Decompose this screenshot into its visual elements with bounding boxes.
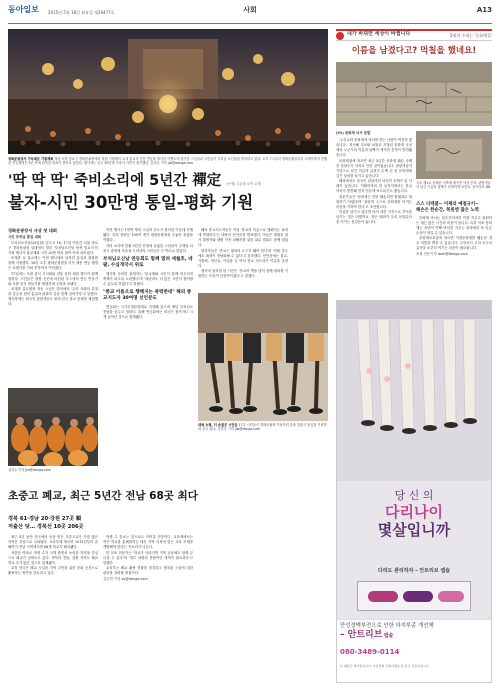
paragraph: 해외 종교지도자들은 이날 '종교의 이름으로 행해지는 폭력에 반대한다'는 내용의 선언문을 발표했다. 이들은 세월호 참사 희생자와 네팔 지진 피해자를 위한 위로 법회도 함께 열었다. <box>198 228 288 247</box>
section-title: 사회 <box>243 6 257 14</box>
paragraph: 이름을 남기고 싶다면 낙서 대신 사진으로 추억을 남기는 것은 어떨까요. 작은 배려가 우리 문화유산을 지키는 첫걸음이 됩니다. <box>336 210 412 224</box>
graffiti-photo <box>336 62 492 126</box>
right-inline-photo <box>416 131 492 179</box>
ad-footer: 본 제품은 의약품입니다. 사용상의 주의사항을 잘 읽고 사용하십시오. <box>340 664 430 668</box>
right-byline: (91) 문화재 낙서 등발 <box>336 131 371 135</box>
story-column-3 <box>198 228 288 280</box>
newspaper-logo: 동아일보 <box>8 5 39 14</box>
leg-ad[interactable] <box>336 300 492 683</box>
holding-hands-caption <box>198 423 328 432</box>
paragraph: 연등회는 국가무형문화재로 지정돼 있으며 매년 부처님오신날을 앞두고 열린다. 올해 연등회에는 외국인 참가자도 크게 늘어난 것으로 집계됐다. <box>103 304 193 319</box>
capsule-icon <box>368 591 398 602</box>
bottom-subhead-2: 저출산 탓… 경북선 10곳 206곳 <box>8 524 84 530</box>
right-inline-photo-image <box>416 131 492 179</box>
monks-photo-image <box>8 388 98 466</box>
ad-line-3: 몇살입니까 <box>377 521 451 539</box>
main-headline-1 <box>8 172 338 193</box>
page-number: A13 <box>476 6 492 14</box>
sub-block-title: 경화문광장서 사상 첫 대회 <box>8 228 57 233</box>
bottom-column-1 <box>8 535 98 577</box>
caption-body: 17일 시민들이 경화문광장 가장자리 손을 맞잡고 통일을 기원하며 걷고 있다. <box>198 423 327 432</box>
paragraph: 최근 5년 동안 전국에서 문을 닫은 초중고교가 가장 많은 지역은 전남으로 나타났다. 교육부에 따르면 2011년부터 올해까지 전남 지역에서만 68개 학교가 폐교됐다. <box>8 535 98 549</box>
right-headline: 이름을 남겼다고? 먹칠을 했네요! <box>351 46 477 56</box>
ad-product-text: 다리도 관리하자 – 안트리브 캡슐 <box>377 568 451 574</box>
ad-product-box <box>357 581 471 611</box>
festival-photo-caption <box>8 157 328 166</box>
caption-body: 국보 제1호 숭례문 석축에 새겨진 낙서 흔적. 관람객들이 남긴 이름과 날짜가 선명하게 보인다. <box>416 181 491 190</box>
paragraph: 문화재보호법에 따르면 지정문화재를 훼손한 경우 처벌을 받을 수 있습니다. 무엇보다 우리 모두의 유산을 소중히 여기는 마음이 필요합니다. <box>416 236 492 251</box>
paragraph: '우리나라 문화재에 낙서를 하는 사람이 여전히 많습니다.' 지난해 국보와 보물로 지정된 문화재 곳곳에서 누군가의 이름과 날짜가 새겨진 흔적이 발견됐습니다. <box>336 138 412 157</box>
ad-phone[interactable]: 080-3489-0114 <box>340 648 400 656</box>
monks-photo <box>8 388 98 466</box>
paragraph: 문화재 낙서는 한순간이지만 이를 지우고 복원하는 데는 많은 시간과 비용이 듭니다. 특히 석조 문화재는 표면이 약해 낙서를 지우는 과정에서 또 다른 손상이 생길 수 있습니다. <box>416 215 492 235</box>
bottom-column-2 <box>103 535 193 584</box>
paragraph: 저출산 여파로 학생 수가 크게 줄면서 농어촌 지역을 중심으로 폐교가 잇따르고 있다. 경북과 경남, 강원 지역도 폐교 학교 수가 많은 것으로 집계됐다. <box>8 550 98 565</box>
banner-icon <box>336 32 344 40</box>
leg-ad-image <box>337 301 491 481</box>
column-2-subhead: 부처님오신날 연등회도 함께 열려 세월호, 네팔, 수십개국서 위로 <box>103 256 193 268</box>
paragraph: 조계종 등 불교계는 이번 행사에서 남북한 통일과 평화를 함께 기원했다. 16일 오후 광화문광장을 가득 채운 연등 행렬은 조계사를 거쳐 종각까지 이어졌다. <box>8 256 98 270</box>
banner-title: 내가 바뀌면 세상이 바뀝니다 <box>347 31 411 37</box>
holding-hands-photo-image <box>198 293 328 421</box>
monks-photo-caption <box>8 468 98 472</box>
paragraph: 죽비 소리에 맞춰 5년간 선정에 들었던 스님들이 수행을 마치고 광장에 모습을 드러내자 시민들은 큰 박수로 맞았다. <box>103 243 193 253</box>
paragraph: 참석자들은 '종교는 평화의 도구가 돼야 한다'며 '어떤 경우에도 폭력이 정당화될 수 없다'고 강조했다. 선언문에는 불교, 가톨릭, 개신교, 이슬람 등 여러 종교 지도자가 이름을 올렸다. <box>198 248 288 268</box>
paragraph: 학생 수 감소는 앞으로도 이어질 전망이다. 교육계에서는 작은 학교를 통폐합하는 대신 지역 특성에 맞는 교육 모델을 개발해야 한다는 목소리가 나온다. <box>103 535 193 549</box>
ad-bottom-line-1: 만성정맥부전으로 인한 하지부종 개선제 <box>340 623 434 629</box>
sub-block-desc: 시민 부처님 통일 대회 <box>8 234 42 239</box>
caption-credit: 동아일보 DB <box>472 185 491 190</box>
paragraph: 한 교육 전문가는 '학교가 사라지면 지역 공동체도 함께 무너질 수 있다'며 '정부 차원의 종합적인 대책이 필요하다'고 말했다. <box>103 550 193 565</box>
story-column-2 <box>103 228 193 320</box>
capsule-icon <box>403 591 433 602</box>
story-column-1 <box>8 228 98 308</box>
paragraph: 문화재청에 따르면 최근 5년간 문화재 훼손 사례 중 상당수가 낙서로 인한 것이었습니다. 관광객들이 기념으로 남긴 이름과 글귀가 수백 년 된 문화재에 깊은 상처를 남기고 있습니다. <box>336 158 412 178</box>
ad-brand-tag: 캡슐 <box>383 633 394 639</box>
ad-line-1: 당 신 의 <box>394 489 434 502</box>
issue-date: 2015년 5월 18일 월요일 제29477호 <box>48 10 115 15</box>
ad-line-2: 다리나이 <box>385 503 443 521</box>
paragraph: 교육 당국은 폐교 시설을 지역 주민을 위한 문화 공간으로 활용하는 방안을 검토하고 있다. <box>8 566 98 575</box>
banner-sub: 5월의 주제는 '문화예절' <box>449 32 492 38</box>
right-banner <box>336 29 492 41</box>
caption-credit: 김지우 기자 jjw@donga.com <box>150 161 194 166</box>
capsule-icon <box>438 591 464 602</box>
paragraph: 행사에 참석한 한 시민은 '종교의 벽을 넘어 함께 평화를 기원하는 모습이 인상적이었다'고 말했다. <box>198 269 288 278</box>
bottom-subhead-1: 경북 61·경남 20·강원 27곳 順 <box>8 516 82 522</box>
paragraph: 교육부는 폐교 활용 현황을 점검하고 방치된 시설에 대한 관리를 강화할 방침이다. <box>103 566 193 575</box>
holding-hands-photo <box>198 293 328 421</box>
caption-credit: 김지우 기자 jjw@donga.com <box>217 427 261 432</box>
masthead <box>8 6 492 24</box>
headline-text-1: '딱 딱 딱' 죽비소리에 5년간 禪定 <box>8 173 222 189</box>
main-headline-2: 불자-시민 30만명 통일-평화 기원 <box>8 193 254 212</box>
paragraph: 부처님오신날(25일)을 앞두고 16, 17일 이틀간 서울 종로구 경화문광장 일대에서 열린 '부처님오신날 봉축 법요식'의 기원 행사가 불교계와 시민 30만 명의 참여 속에 치러졌다. <box>8 240 98 255</box>
festival-photo <box>8 29 328 154</box>
sidebar-sub: 해손은 한순간, 복원엔 많은 노력 <box>416 207 479 213</box>
caption-body: 석탄 서울 종로구 경화문광장에서 열린 기원제의 초대 불교의 전통 연등을 장식한 이벤트에 참가한 스님들과 시민들이 부처님 오신날을 축하하고 있다. 오후 7시부터 경화문광장부터 조계사까지 진행된 연등행렬은 5년 만에 남북한 대표자 참여로 열렸다. 행사에는 신도 30만명 이상의 시민이 참가했다. <box>8 157 328 166</box>
sidebar-credit: 조철 전문기자 itom@donga.com <box>416 251 468 256</box>
caption-title: 경화문광장서 가득채운 기원제회 <box>8 157 54 161</box>
bottom-credit: 김수연 기자 sy@donga.com <box>103 577 148 581</box>
festival-photo-image <box>8 29 328 154</box>
caption-credit: 김지우 기자 jjw@donga.com <box>8 468 51 472</box>
paragraph: 이번 행사는 1만여 명의 스님과 신도가 참석한 가운데 진행됐다. 특히 장엄등 100여 개가 광화문광장을 수놓아 장관을 이뤘다. <box>103 228 193 242</box>
caption-title: 대북 소형, 더 손잡은 시민들 <box>198 423 238 427</box>
paragraph: 전문가들은 '문화재는 한번 훼손되면 원래대로 복원하기 어렵다'며 '관람객 스스로 문화재를 아끼는 마음을 가져야 한다'고 조언합니다. <box>336 194 412 209</box>
paragraph: 행사를 준비한 관계자는 '불교계와 시민이 함께 어우러진 축제가 되도록 노력했다'며 '내년에도 더 많은 시민이 참여할 수 있도록 하겠다'고 밝혔다. <box>103 271 193 286</box>
ad-brand-name: – 안트리브 <box>340 630 383 640</box>
sidebar-title: 스스 디테쿨~ 이제라 예절규키~ <box>416 202 479 207</box>
paragraph: 해외에서도 한국인 관광객의 낙서가 문제가 된 사례가 있습니다. 이탈리아의 한 유적지에서는 한글 낙서가 발견돼 현지 언론에 보도되기도 했습니다. <box>336 179 412 193</box>
ad-bottom-bar <box>337 619 491 682</box>
paragraph: 17일에는 사찰 음식 시식회와 전통 문화 체험 행사가 함께 열렸다. 시민들은 광장 곳곳에 마련된 부스에서 연등 만들기와 사찰 음식 만들기를 체험하며 주말을 보냈다. <box>8 271 98 286</box>
bottom-headline: 초중고 폐교, 최근 5년간 전남 68곳 최다 <box>8 490 198 502</box>
headline-tag: (선정) 두손을 모아 수행 <box>226 182 261 186</box>
column-2-subhead-2: "종교 이름으로 행해지는 폭력반대" 해외 종교지도자 30여명 선언문도 <box>103 289 192 301</box>
right-sidebar <box>416 202 492 259</box>
ad-headline <box>337 489 491 539</box>
graffiti-photo-image <box>336 62 492 126</box>
right-column-body <box>336 131 412 226</box>
ad-brand <box>340 630 394 640</box>
right-photo-caption <box>416 181 492 190</box>
paragraph: 조계종 총무원장 자승 스님은 법어에서 '우리 사회의 분열과 갈등을 넘어 통일과 평화의 길을 함께 걸어가자'고 말했다. 행사장에는 외국인 관광객들도 몰려 한국 불교 문화를 체험했다. <box>8 287 98 306</box>
